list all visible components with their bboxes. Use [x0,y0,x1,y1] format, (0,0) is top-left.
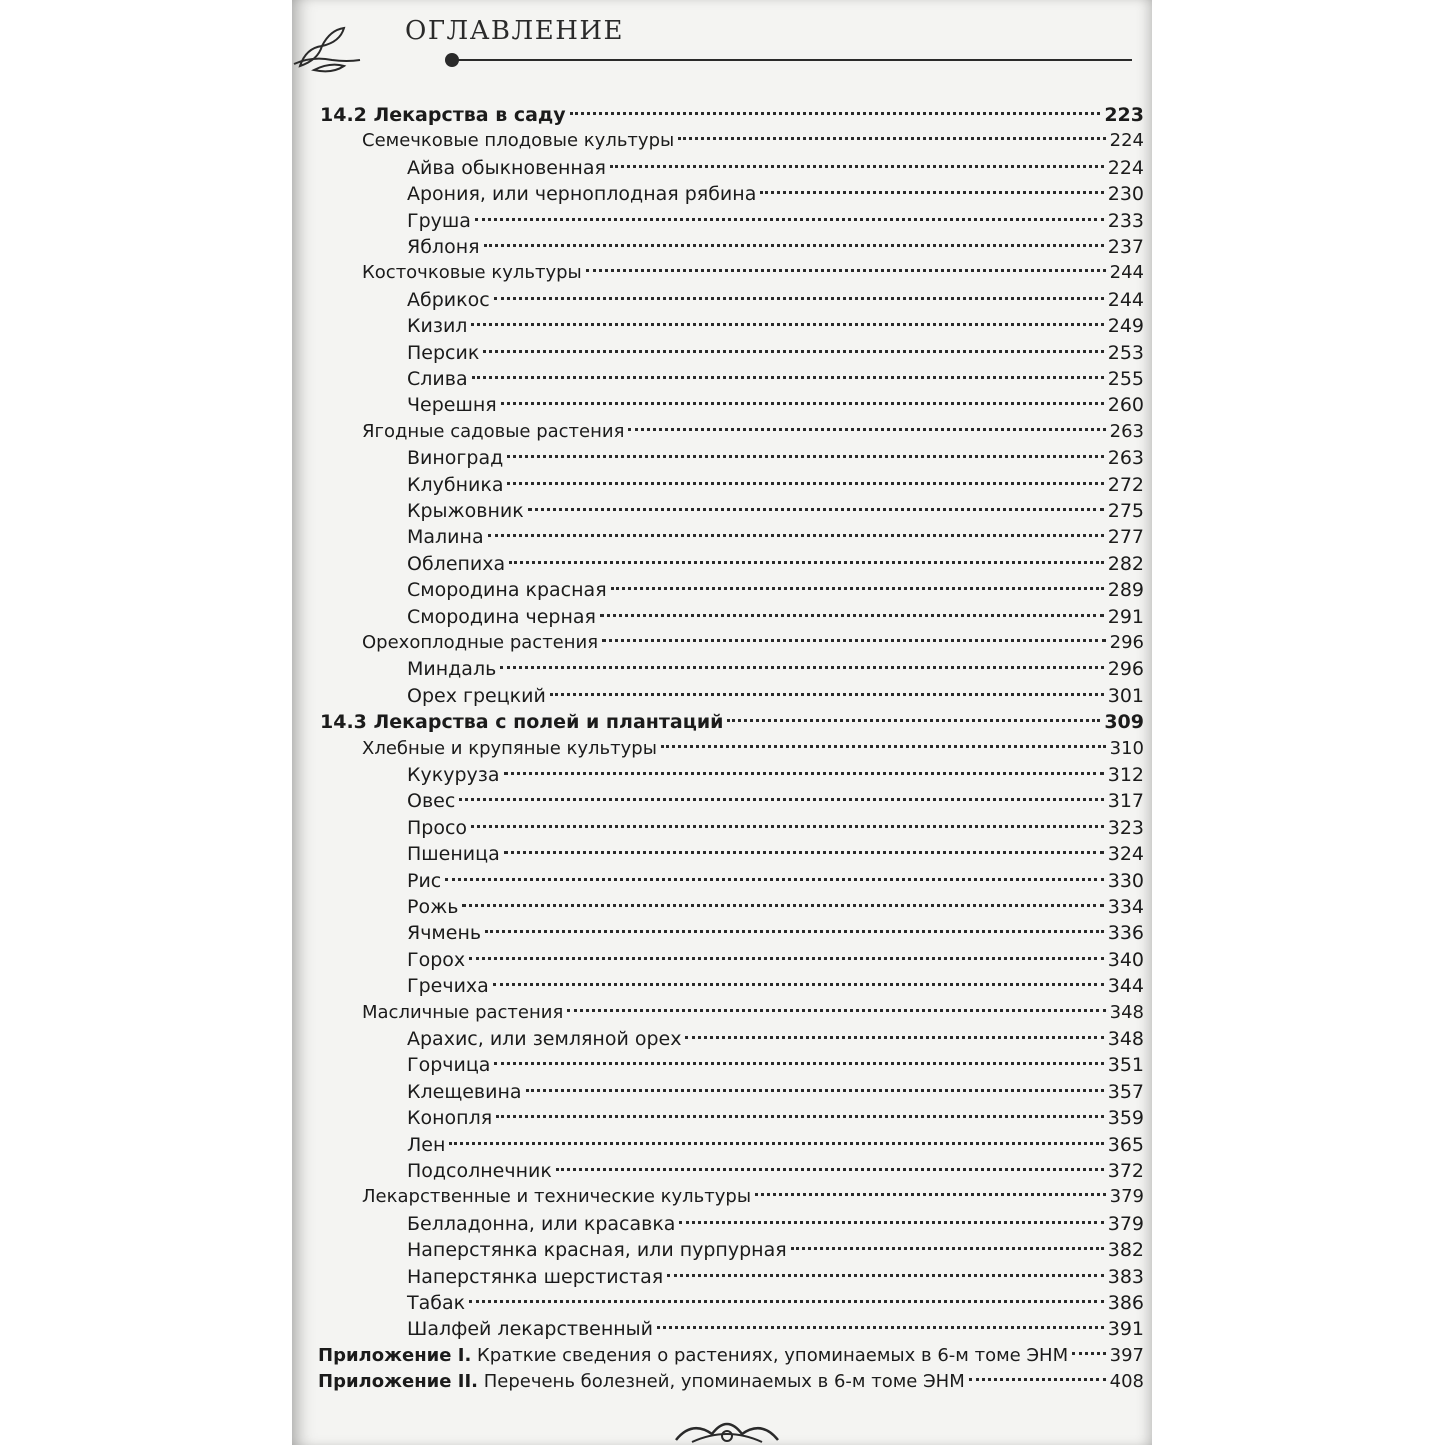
dot-leader [504,851,1104,854]
toc-entry-page: 301 [1107,684,1144,707]
toc-entry [407,604,1144,630]
dot-leader [484,244,1104,247]
toc-entry [407,894,1144,920]
toc-entry-title: Виноград [407,447,504,470]
dot-leader [1072,1352,1106,1355]
toc-entry [320,709,1144,735]
toc-entry [362,1000,1144,1026]
dot-leader [679,1221,1103,1224]
dot-leader [685,1036,1103,1039]
toc-entry-page: 330 [1107,869,1144,892]
dot-leader [969,1378,1106,1381]
toc-entry-title: Арония, или черноплодная рябина [407,183,757,206]
dot-leader [611,587,1104,590]
toc-entry-page: 296 [1107,658,1144,681]
toc-entry [407,1264,1144,1290]
toc-entry [320,102,1144,128]
dot-leader [610,165,1104,168]
floral-ornament-icon [292,26,362,78]
toc-entry-page: 253 [1107,341,1144,364]
dot-leader [628,428,1105,431]
toc-entry-page: 372 [1107,1160,1144,1182]
toc-entry-title: Белладонна, или красавка [407,1212,676,1235]
toc-entry [407,683,1144,709]
toc-entry-title: Гречиха [407,975,489,998]
toc-entry-title: Орехоплодные растения [362,632,599,653]
toc-entry-title: Пшеница [407,843,500,866]
dot-leader [471,825,1104,828]
toc-entry-title: Кизил [407,315,468,338]
dot-leader [469,1300,1104,1303]
dot-leader [485,930,1104,933]
toc-entry-title: Слива [407,368,468,390]
toc-entry-page: 249 [1107,315,1144,338]
dot-leader [760,191,1103,194]
toc-entry [362,736,1144,762]
toc-entry-page: 244 [1107,288,1144,311]
toc-entry-title: Масличные растения [362,1001,564,1023]
toc-entry [362,419,1144,445]
dot-leader [494,1062,1103,1065]
toc-entry-title: Ячмень [407,922,482,945]
toc-entry-title: Персик [407,341,480,364]
dot-leader [494,297,1104,300]
dot-leader [507,482,1103,485]
dot-leader [661,745,1106,748]
toc-entry [407,181,1144,207]
toc-entry-page: 351 [1107,1054,1144,1077]
dot-leader [556,1168,1104,1171]
appendix-page: 408 [1109,1371,1144,1393]
dot-leader [602,639,1106,642]
toc-entry [407,947,1144,973]
toc-entry-title: Черешня [407,394,497,417]
toc-entry-page: 282 [1107,552,1144,575]
toc-entry [407,1132,1144,1158]
appendix-text: Краткие сведения о растениях, упоминаемых в 6-м томе ЭНМ [477,1344,1069,1366]
toc-entry [407,868,1144,894]
toc-entry-title: Рис [407,869,442,892]
dot-leader [657,1326,1104,1329]
toc-entry [407,234,1144,260]
dot-leader [500,666,1103,669]
dot-leader [507,455,1103,458]
dot-leader [445,878,1103,881]
toc-entry-page: 272 [1107,473,1144,496]
toc-entry [407,524,1144,550]
toc-entry-title: Конопля [407,1107,493,1130]
toc-entry [407,1105,1144,1131]
toc-entry-page: 260 [1107,394,1144,417]
toc-entry-page: 275 [1107,500,1144,522]
toc-entry [407,1290,1144,1316]
toc-entry [407,920,1144,946]
toc-entry-title: Лен [407,1133,446,1156]
toc-entry-page: 386 [1107,1292,1144,1314]
appendix-label: Приложение I. [318,1344,472,1366]
toc-entry [407,1237,1144,1263]
toc-entry-title: Ягодные садовые растения [362,420,625,442]
toc-entry-page: 336 [1107,922,1144,945]
toc-entry-page: 379 [1109,1186,1144,1208]
toc-entry-page: 244 [1109,262,1144,284]
dot-leader [586,269,1106,272]
toc-entry [407,551,1144,577]
dot-leader [493,983,1104,986]
dot-leader [667,1274,1104,1277]
toc-entry-page: 309 [1104,711,1144,734]
toc-entry-page: 224 [1109,130,1144,152]
dot-leader [755,1193,1106,1196]
toc-entry [407,366,1144,392]
toc-entry-title: Шалфей лекарственный [407,1318,654,1341]
toc-entry-title: Груша [407,209,471,232]
toc-entry [407,973,1144,999]
appendix-entry [318,1369,1144,1395]
toc-entry [362,128,1144,154]
toc-entry-title: Клещевина [407,1080,522,1103]
toc-entry-page: 289 [1107,579,1144,602]
toc-entry-page: 237 [1107,236,1144,258]
dot-leader [462,904,1103,907]
dot-leader [488,534,1104,537]
toc-entry-page: 312 [1107,764,1144,786]
toc-entry-page: 334 [1107,896,1144,918]
toc-entry [407,1158,1144,1184]
toc-entry [407,762,1144,788]
bottom-floral-ornament-icon [672,1412,782,1445]
toc-entry-page: 296 [1109,632,1144,653]
toc-entry-title: Малина [407,526,484,549]
toc-entry [407,788,1144,814]
header-rule [452,59,1132,61]
toc-entry [407,392,1144,418]
dot-leader [567,1009,1105,1012]
toc-entry-page: 277 [1107,526,1144,549]
dot-leader [550,693,1104,696]
toc-entry [407,577,1144,603]
toc-entry [362,1184,1144,1210]
toc-entry-title: Смородина красная [407,579,607,602]
toc-entry [407,1316,1144,1342]
toc-entry [362,630,1144,656]
toc-entry-page: 255 [1107,368,1144,390]
toc-entry-title: Просо [407,816,468,839]
toc-entry-page: 348 [1109,1001,1144,1023]
toc-entry-title: Горох [407,948,466,971]
toc-entry-page: 357 [1107,1080,1144,1103]
appendix-title [318,1343,1068,1369]
dot-leader [791,1247,1104,1250]
appendix-title [318,1369,965,1395]
dot-leader [472,376,1104,379]
toc-entry [407,1079,1144,1105]
appendix-entry [318,1343,1144,1369]
dot-leader [469,957,1104,960]
toc-entry-page: 382 [1107,1239,1144,1262]
toc-entry [407,1052,1144,1078]
toc-entry [407,287,1144,313]
toc-entry-page: 310 [1109,737,1144,759]
dot-leader [526,1089,1104,1092]
appendix-page: 397 [1109,1344,1144,1366]
dot-leader [570,112,1101,115]
toc-entry [407,472,1144,498]
toc-entry [407,656,1144,682]
toc-entry [407,1211,1144,1237]
toc-entry-page: 365 [1107,1133,1144,1156]
toc-entry-title: Хлебные и крупяные культуры [362,737,657,759]
toc-entry [407,815,1144,841]
toc-entry-title: Горчица [407,1054,491,1077]
toc-entry [407,155,1144,181]
dot-leader [449,1142,1103,1145]
toc-entry-title: 14.3 Лекарства с полей и плантаций [320,711,724,734]
toc-entry-page: 340 [1107,948,1144,971]
toc-entry-page: 348 [1107,1028,1144,1050]
toc-entry-title: Яблоня [407,236,480,258]
dot-leader [496,1115,1104,1118]
toc-entry-title: 14.2 Лекарства в саду [320,104,566,126]
dot-leader [501,402,1104,405]
toc-entry-page: 224 [1107,156,1144,179]
toc-entry [407,498,1144,524]
toc-entry-page: 324 [1107,843,1144,866]
toc-entry-title: Подсолнечник [407,1160,552,1182]
dot-leader [504,772,1104,775]
toc-entry-page: 223 [1104,104,1144,126]
toc-entry [407,340,1144,366]
toc-entry [362,260,1144,286]
toc-entry-title: Клубника [407,473,504,496]
toc-entry [407,445,1144,471]
toc-entry-title: Лекарственные и технические культуры [362,1186,752,1208]
toc-entry-title: Миндаль [407,658,497,681]
toc-entry-title: Семечковые плодовые культуры [362,130,675,152]
toc-entry [407,841,1144,867]
toc-entry-title: Косточковые культуры [362,262,582,284]
toc-entry-title: Орех грецкий [407,684,546,707]
toc-entry [407,1026,1144,1052]
toc-entry-title: Овес [407,790,456,813]
dot-leader [528,508,1104,511]
toc-entry-page: 383 [1107,1265,1144,1288]
background-left [0,0,292,1445]
dot-leader [475,218,1104,221]
toc-entry-title: Кукуруза [407,764,500,786]
toc-entry-page: 317 [1107,790,1144,813]
dot-leader [459,798,1103,801]
toc-entry-page: 233 [1107,209,1144,232]
toc-entry-page: 323 [1107,816,1144,839]
appendix-text: Перечень болезней, упоминаемых в 6-м томе ЭНМ [483,1371,965,1393]
toc-entry-title: Наперстянка красная, или пурпурная [407,1239,787,1262]
toc-entry-title: Смородина черная [407,605,596,628]
toc-entry-page: 291 [1107,605,1144,628]
toc-entry-title: Абрикос [407,288,490,311]
toc-entry-page: 263 [1109,420,1144,442]
toc-entry-page: 359 [1107,1107,1144,1130]
toc-entry-page: 230 [1107,183,1144,206]
toc-entry [407,313,1144,339]
dot-leader [509,561,1104,564]
toc-entry-title: Арахис, или земляной орех [407,1028,682,1050]
dot-leader [483,350,1103,353]
toc-entry-title: Облепиха [407,552,506,575]
dot-leader [678,137,1105,140]
dot-leader [600,614,1104,617]
appendix-label: Приложение II. [318,1371,478,1393]
toc-entry-title: Наперстянка шерстистая [407,1265,664,1288]
toc-entry-page: 263 [1107,447,1144,470]
toc-entry [407,208,1144,234]
toc-entry-title: Крыжовник [407,500,524,522]
toc-entry-page: 391 [1107,1318,1144,1341]
toc-entry-page: 379 [1107,1212,1144,1235]
toc-entry-page: 344 [1107,975,1144,998]
toc-entry-title: Табак [407,1292,466,1314]
dot-leader [471,323,1103,326]
toc-entry-title: Рожь [407,896,459,918]
page-header-title: ОГЛАВЛЕНИЕ [405,16,625,46]
dot-leader [727,719,1100,722]
toc-entry-title: Айва обыкновенная [407,156,606,179]
